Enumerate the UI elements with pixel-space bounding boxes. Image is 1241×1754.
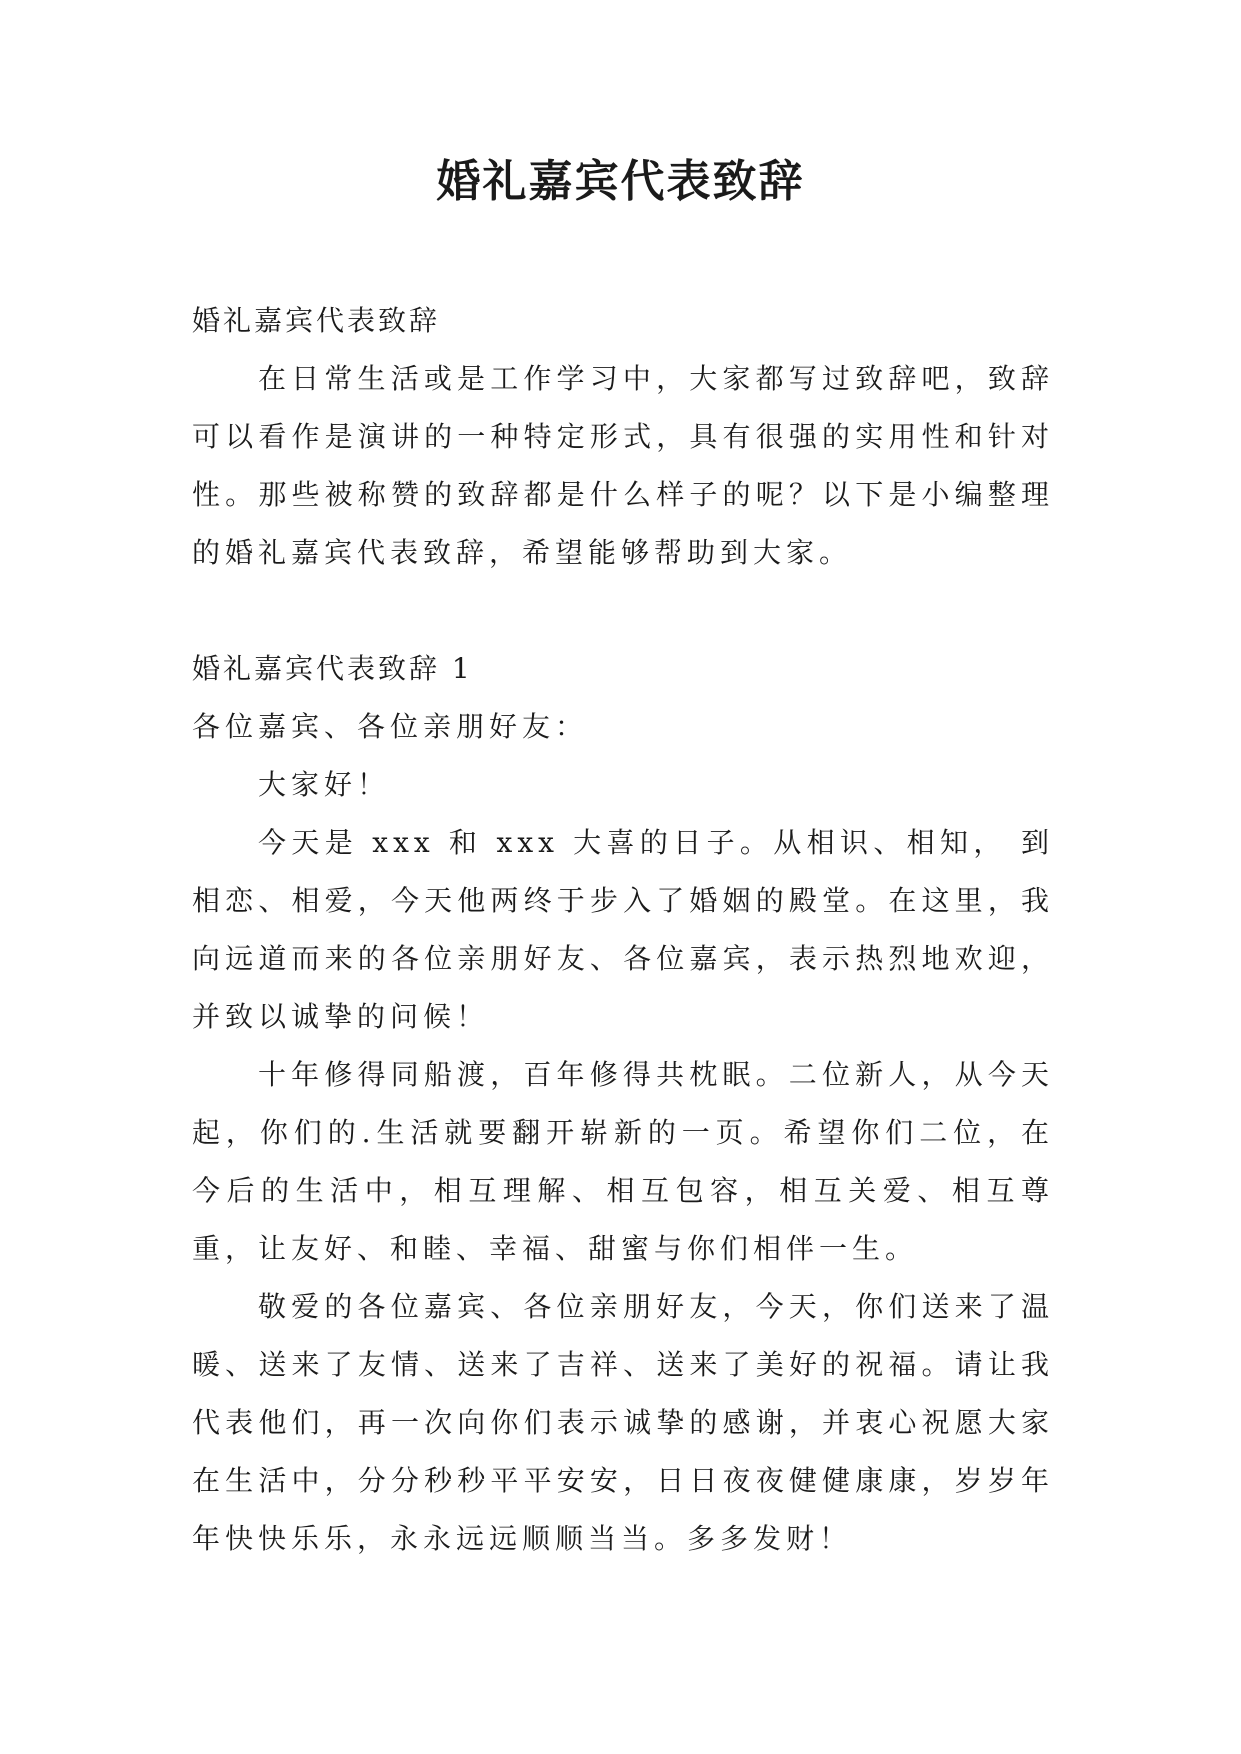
intro-heading: 婚礼嘉宾代表致辞: [192, 304, 441, 337]
body-paragraph: 今天是 xxx 和 xxx 大喜的日子。从相识、相知， 到相恋、相爱，今天他两终于步入了婚姻的殿堂。在这里，我向远道而来的各位亲朋好友、各位嘉宾，表示热烈地欢迎，并致以诚挚的问候！: [192, 826, 1054, 1033]
document-body: [192, 292, 1054, 1568]
body-paragraph: 敬爱的各位嘉宾、各位亲朋好友，今天，你们送来了温暖、送来了友情、送来了吉祥、送来了美好的祝福。请让我代表他们，再一次向你们表示诚挚的感谢，并衷心祝愿大家在生活中，分分秒秒平平安安，日日夜夜健健康康，岁岁年年快快乐乐，永永远远顺顺当当。多多发财！: [192, 1290, 1054, 1555]
section-heading: 婚礼嘉宾代表致辞 1: [192, 652, 473, 685]
body-paragraph: 十年修得同船渡，百年修得共枕眠。二位新人，从今天起，你们的.生活就要翻开崭新的一页。希望你们二位，在今后的生活中，相互理解、相互包容，相互关爱、相互尊重，让友好、和睦、幸福、甜蜜与你们相伴一生。: [192, 1058, 1054, 1265]
salutation: 各位嘉宾、各位亲朋好友：: [192, 710, 589, 743]
document-title: 婚礼嘉宾代表致辞: [436, 156, 805, 207]
intro-paragraph: 在日常生活或是工作学习中，大家都写过致辞吧，致辞可以看作是演讲的一种特定形式，具有很强的实用性和针对性。那些被称赞的致辞都是什么样子的呢？以下是小编整理的婚礼嘉宾代表致辞，希望能够帮助到大家。: [192, 362, 1054, 569]
greeting: 大家好！: [258, 768, 391, 801]
